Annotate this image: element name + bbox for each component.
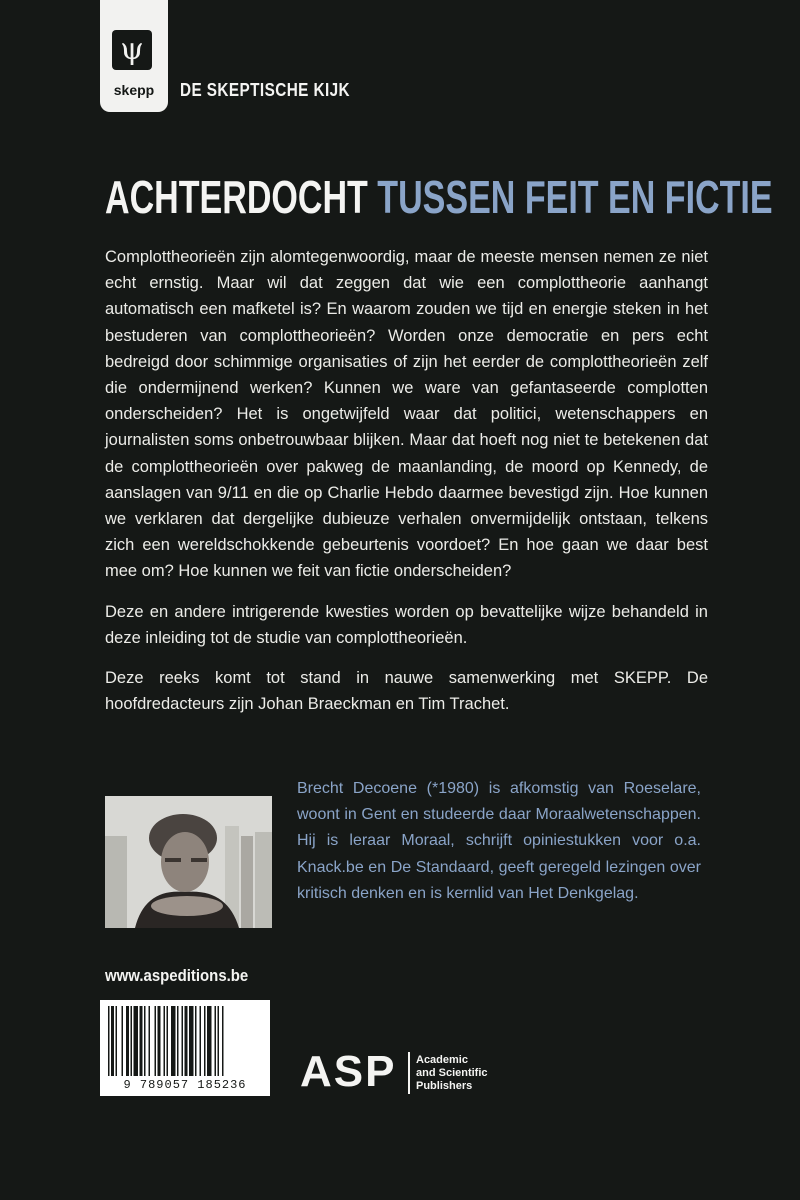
skepp-logo xyxy=(100,0,168,112)
publisher-name-line-2: and Scientific xyxy=(416,1067,488,1079)
author-bio: Brecht Decoene (*1980) is afkomstig van Roeselare, woont in Gent en studeerde daar Moraalwetenschappen. Hij is leraar Moraal, schrijft opiniestukken voor o.a. Knack.be en De Standaard, geeft geregeld lezingen over kritisch denken en is kernlid van Het Denkgelag. xyxy=(297,780,701,902)
publisher-abbr: ASP xyxy=(300,1047,397,1096)
book-title xyxy=(105,170,773,224)
author-portrait-image xyxy=(105,796,272,928)
author-photo xyxy=(105,796,272,928)
blurb-paragraph-1: Complottheorieën zijn alomtegenwoordig, maar de meeste mensen nemen ze niet echt ernstig. Maar wil dat zeggen dat wie een complottheorie aanhangt automatisch een mafketel is? En waarom zouden we tijd en energie steken in het bestuderen van complottheorieën? Worden onze democratie en pers echt bedreigd door schimmige organisaties of zijn het eerder de complottheorieën zelf die ondermijnend werken? Kunnen we ware van gefantaseerde complotten onderscheiden? Het is ongetwijfeld waar dat politici, wetenschappers en journalisten soms onbetrouwbaar blijken. Maar dat hoeft nog niet te betekenen dat de complottheorieën over pakweg de maanlanding, de moord op Kennedy, de aanslagen van 9/11 en die op Charlie Hebdo daarmee bevestigd zijn. Hoe kunnen we verklaren dat dergelijke dubieuze verhalen onvermijdelijk ontstaan, telkens zich een wereldschokkende gebeurtenis voordoet? En hoe gaan we daar best mee om? Hoe kunnen we feit van fictie onderscheiden? xyxy=(105,248,708,581)
title-subtitle: TUSSEN FEIT EN FICTIE xyxy=(377,171,773,223)
logo-text: skepp xyxy=(113,82,155,98)
back-cover-blurb xyxy=(105,244,708,731)
isbn-digits: 9 789057 185236 xyxy=(123,1078,247,1092)
isbn-barcode xyxy=(100,1000,270,1096)
title-main: ACHTERDOCHT xyxy=(105,171,368,223)
publisher-divider xyxy=(408,1052,410,1094)
blurb-paragraph-2: Deze en andere intrigerende kwesties worden op bevattelijke wijze behandeld in deze inleiding tot de studie van complottheorieën. xyxy=(105,602,708,647)
publisher-name xyxy=(416,1054,506,1093)
publisher-name-line-1: Academic xyxy=(416,1054,468,1066)
publisher-name-line-3: Publishers xyxy=(416,1080,473,1092)
psi-logo-icon: ψ xyxy=(112,30,152,70)
publisher-website: www.aspeditions.be xyxy=(105,966,249,985)
blurb-paragraph-3: Deze reeks komt tot stand in nauwe samenwerking met SKEPP. De hoofdredacteurs zijn Johan Braeckman en Tim Trachet. xyxy=(105,669,708,714)
series-name: DE SKEPTISCHE KIJK xyxy=(180,80,351,100)
